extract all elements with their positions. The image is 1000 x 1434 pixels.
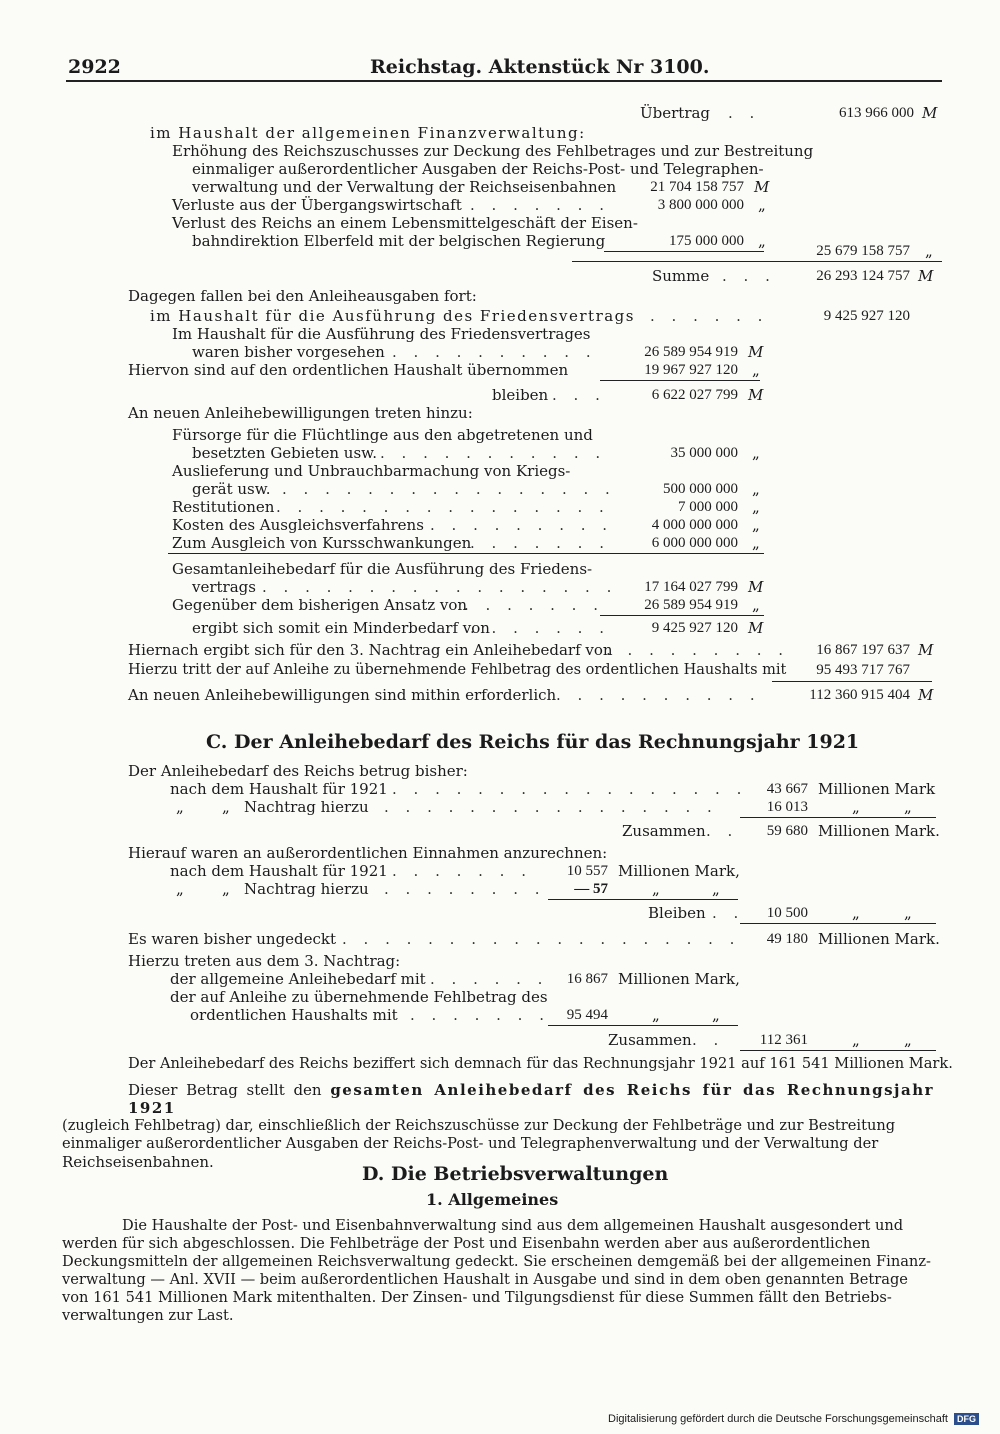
- ditto-mark: „: [904, 798, 912, 816]
- dot-leader: . . . . . . . . . . . . . . . . . . .: [342, 930, 741, 948]
- hierzu-value: 95 493 717 767: [816, 662, 910, 678]
- section-c-title: C. Der Anleihebedarf des Reichs für das Rechnungsjahr 1921: [206, 731, 860, 753]
- dot-leader: . .: [728, 104, 761, 122]
- gesamt-line-1: Gesamtanleihebedarf für die Ausführung des Friedens-: [172, 560, 593, 578]
- hh-frieden-value: 9 425 927 120: [823, 308, 910, 324]
- dot-leader: . . . . . . . . .: [606, 641, 790, 659]
- section-d-title: D. Die Betriebsverwaltungen: [362, 1163, 669, 1185]
- verluste-value: 3 800 000 000: [657, 197, 744, 213]
- im-hh-value: 26 589 954 919: [644, 344, 738, 360]
- ditto-mark: „: [752, 361, 760, 379]
- unit-mark: M: [748, 619, 764, 637]
- unit-mark: M: [918, 641, 934, 659]
- kurs-value: 6 000 000 000: [651, 535, 738, 551]
- unit-mark: M: [754, 178, 770, 196]
- gesamt-line-2: vertrags: [192, 578, 256, 596]
- dot-leader: . . . . . . . . .: [430, 516, 614, 534]
- d-line-4: verwaltung — Anl. XVII — beim außerordentlichen Haushalt in Ausgabe und sind in dem oben genannten Betrage: [62, 1271, 908, 1288]
- c-hierzu-treten: Hierzu treten aus dem 3. Nachtrag:: [128, 952, 401, 970]
- erhoehung-line-2: einmaliger außerordentlicher Ausgaben der Reichs-Post- und Telegraphen-: [192, 160, 764, 178]
- digitization-credit: [608, 1413, 979, 1425]
- c-ht-line-2: der auf Anleihe zu übernehmende Fehlbetrag des: [170, 988, 548, 1006]
- dot-leader: . .: [692, 1031, 725, 1049]
- dot-leader: . . . . . . .: [470, 619, 610, 637]
- ditto-mark: „: [712, 880, 720, 898]
- kosten-label: Kosten des Ausgleichsverfahrens: [172, 516, 424, 534]
- c-ht-line-1-value: 16 867: [566, 971, 608, 987]
- hiernach-label: Hiernach ergibt sich für den 3. Nachtrag ein Anleihebedarf von: [128, 641, 613, 659]
- dot-leader: . .: [712, 904, 745, 922]
- d-line-1: Die Haushalte der Post- und Eisenbahnverwaltung sind aus dem allgemeinen Haushalt ausgesondert und: [122, 1217, 904, 1234]
- total-rule: [572, 261, 942, 262]
- c-nachtrag-value: 16 013: [766, 799, 808, 815]
- c-hierauf-nachtrag: Nachtrag hierzu: [244, 880, 369, 898]
- c-hierauf-label: Hierauf waren an außerordentlichen Einnahmen anzurechnen:: [128, 844, 608, 862]
- dot-leader: . . . . . . .: [464, 596, 604, 614]
- hh-finanz-heading: im Haushalt der allgemeinen Finanzverwaltung:: [150, 124, 586, 142]
- ditto-mark: „: [176, 798, 184, 816]
- c-hierauf-haushalt-unit: Millionen Mark,: [618, 862, 740, 880]
- c-para-bold: gesamten Anleihebedarf des Reichs für das Rechnungsjahr 1921: [128, 1081, 934, 1117]
- c-zusammen-label: Zusammen: [622, 822, 706, 840]
- verlust-line-1: Verlust des Reichs an einem Lebensmittelgeschäft der Eisen-: [172, 214, 638, 232]
- fuersorge-line-2: besetzten Gebieten usw.: [192, 444, 377, 462]
- c-hierauf-haushalt-value: 10 557: [566, 863, 608, 879]
- d-line-3: Deckungsmitteln der allgemeinen Reichsverwaltung gedeckt. Sie erscheinen demgemäß bei der allgemeinen Finanz-: [62, 1253, 931, 1270]
- c-ht-line-1: der allgemeine Anleihebedarf mit: [170, 970, 426, 988]
- header-rule: [66, 80, 942, 82]
- gegenueber-label: Gegenüber dem bisherigen Ansatz von: [172, 596, 468, 614]
- an-neuen-label: An neuen Anleihebewilligungen sind mithin erforderlich: [128, 686, 557, 704]
- an-neuen-value: 112 360 915 404: [809, 687, 910, 703]
- c-hierauf-nachtrag-value: — 57: [574, 881, 608, 897]
- c-es-waren-unit: Millionen Mark.: [818, 930, 940, 948]
- c-para-line-3: einmaliger außerordentlicher Ausgaben der Reichs-Post- und Telegraphenverwaltung und der Verwaltung der: [62, 1135, 879, 1152]
- bleiben-value: 6 622 027 799: [651, 387, 738, 403]
- unit-mark: M: [748, 343, 764, 361]
- ditto-mark: „: [712, 1006, 720, 1024]
- ditto-mark: „: [222, 798, 230, 816]
- c-zusammen-unit: Millionen Mark.: [818, 822, 940, 840]
- restitutionen-value: 7 000 000: [678, 499, 738, 515]
- c-ht-line-3: ordentlichen Haushalts mit: [190, 1006, 398, 1024]
- fuersorge-value: 35 000 000: [670, 445, 738, 461]
- dot-leader: . . . . . . . . . . .: [380, 444, 607, 462]
- ditto-mark: „: [752, 534, 760, 552]
- c-zusammen-value: 59 680: [766, 823, 808, 839]
- dot-leader: . . . . . . . . . . . . . . . . .: [262, 578, 618, 596]
- summe-value: 26 293 124 757: [816, 268, 910, 284]
- d-line-6: verwaltungen zur Last.: [62, 1307, 234, 1324]
- c-summary-paragraph: [62, 1081, 934, 1171]
- dot-leader: . .: [706, 822, 739, 840]
- d-paragraph: [62, 1217, 934, 1325]
- c-es-waren-value: 49 180: [766, 931, 808, 947]
- c-bleiben-value: 10 500: [766, 905, 808, 921]
- hh-frieden-label: im Haushalt für die Ausführung des Friedensvertrags: [150, 307, 635, 325]
- unit-mark: M: [748, 578, 764, 596]
- total-rule: [772, 681, 932, 682]
- footer-text: Digitalisierung gefördert durch die Deutsche Forschungsgemeinschaft: [608, 1413, 948, 1425]
- dot-leader: . . . . . . . . . .: [392, 343, 597, 361]
- auslieferung-line-2: gerät usw.: [192, 480, 271, 498]
- ditto-mark: „: [758, 196, 766, 214]
- im-hh-line-2: waren bisher vorgesehen: [192, 343, 385, 361]
- ditto-mark: „: [222, 880, 230, 898]
- hiervon-label: Hiervon sind auf den ordentlichen Haushalt übernommen: [128, 361, 569, 379]
- unit-mark: M: [918, 686, 934, 704]
- erhoehung-line-3: verwaltung und der Verwaltung der Reichseisenbahnen: [192, 178, 617, 196]
- dot-leader: . . . . . . . . . . . . . . . .: [384, 798, 718, 816]
- ditto-mark: „: [752, 444, 760, 462]
- dot-leader: . . . . . .: [430, 970, 549, 988]
- ditto-mark: „: [652, 1006, 660, 1024]
- dot-leader: . . . . . . . .: [384, 880, 546, 898]
- erhoehung-value: 21 704 158 757: [650, 179, 744, 195]
- sum-rule: [740, 923, 936, 924]
- c-es-waren-label: Es waren bisher ungedeckt: [128, 930, 337, 948]
- c-ht-line-1-unit: Millionen Mark,: [618, 970, 740, 988]
- auslieferung-line-1: Auslieferung und Unbrauchbarmachung von Kriegs-: [172, 462, 571, 480]
- sum-rule: [168, 553, 764, 554]
- neue-bew-line: An neuen Anleihebewilligungen treten hinzu:: [128, 404, 473, 422]
- gesamt-value: 17 164 027 799: [644, 579, 738, 595]
- uebertrag-value: 613 966 000: [839, 105, 914, 121]
- dot-leader: . . . . . . .: [410, 1006, 550, 1024]
- ditto-mark: „: [852, 798, 860, 816]
- summe-label: Summe: [652, 267, 710, 285]
- finanz-total: 25 679 158 757: [816, 243, 910, 259]
- unit-mark: M: [748, 386, 764, 404]
- ditto-mark: „: [752, 498, 760, 516]
- c-bleiben-label: Bleiben: [648, 904, 706, 922]
- dot-leader: . . . . . .: [650, 307, 769, 325]
- c-hierauf-haushalt: nach dem Haushalt für 1921: [170, 862, 388, 880]
- ditto-mark: „: [758, 232, 766, 250]
- sum-rule: [740, 817, 936, 818]
- dot-leader: . . . . . . .: [470, 534, 610, 552]
- ditto-mark: „: [752, 516, 760, 534]
- auslieferung-value: 500 000 000: [663, 481, 738, 497]
- uebertrag-label: Übertrag: [640, 104, 711, 122]
- sum-rule: [548, 1025, 738, 1026]
- sum-rule: [740, 1050, 936, 1051]
- fuersorge-line-1: Fürsorge für die Flüchtlinge aus den abgetretenen und: [172, 426, 593, 444]
- dot-leader: . . . . . . .: [470, 196, 610, 214]
- dot-leader: . . . . . . . . . .: [556, 686, 761, 704]
- hiervon-value: 19 967 927 120: [644, 362, 738, 378]
- unit-mark: M: [918, 267, 934, 285]
- ditto-mark: „: [904, 904, 912, 922]
- unit-mark: M: [922, 104, 938, 122]
- verlust-line-2: bahndirektion Elberfeld mit der belgischen Regierung: [192, 232, 606, 250]
- dot-leader: . . . . . . .: [392, 862, 532, 880]
- dot-leader: . . .: [552, 386, 606, 404]
- dagegen-line: Dagegen fallen bei den Anleiheausgaben fort:: [128, 287, 477, 305]
- ditto-mark: „: [176, 880, 184, 898]
- dot-leader: . . . . . . . . . . . . . . . .: [282, 480, 616, 498]
- c-nachtrag-label: Nachtrag hierzu: [244, 798, 369, 816]
- c-para-line-4: Reichseisenbahnen.: [62, 1153, 214, 1171]
- c-zusammen2-value: 112 361: [759, 1032, 808, 1048]
- c-ht-line-3-value: 95 494: [566, 1007, 608, 1023]
- im-hh-line-1: Im Haushalt für die Ausführung des Friedensvertrages: [172, 325, 591, 343]
- c-haushalt-value: 43 667: [766, 781, 808, 797]
- ditto-mark: „: [925, 242, 933, 260]
- ditto-mark: „: [652, 880, 660, 898]
- d-line-5: von 161 541 Millionen Mark mitenthalten. Der Zinsen- und Tilgungsdienst für diese Summen fällt den Betriebs-: [62, 1289, 892, 1306]
- ditto-mark: „: [752, 596, 760, 614]
- section-d-subtitle: 1. Allgemeines: [426, 1190, 559, 1209]
- bleiben-label: bleiben: [492, 386, 549, 404]
- kosten-value: 4 000 000 000: [651, 517, 738, 533]
- sum-rule: [604, 251, 764, 252]
- sum-rule: [548, 899, 738, 900]
- dot-leader: . . .: [722, 267, 776, 285]
- page-number: 2922: [68, 56, 121, 78]
- ditto-mark: „: [852, 1031, 860, 1049]
- dot-leader: . . . . . . . . . . . . . . . . .: [392, 780, 748, 798]
- ergibt-label: ergibt sich somit ein Minderbedarf von: [192, 619, 490, 637]
- dfg-logo: DFG: [954, 1413, 979, 1425]
- running-title: Reichstag. Aktenstück Nr 3100.: [370, 56, 710, 78]
- ergibt-value: 9 425 927 120: [651, 620, 738, 636]
- ditto-mark: „: [752, 480, 760, 498]
- gegenueber-value: 26 589 954 919: [644, 597, 738, 613]
- hierzu-label: Hierzu tritt der auf Anleihe zu übernehmende Fehlbetrag des ordentlichen Haushalts mit: [128, 662, 787, 678]
- sum-rule: [600, 380, 760, 381]
- restitutionen-label: Restitutionen: [172, 498, 275, 516]
- erhoehung-line-1: Erhöhung des Reichszuschusses zur Deckung des Fehlbetrages und zur Bestreitung: [172, 142, 814, 160]
- c-final-line: Der Anleihebedarf des Reichs beziffert sich demnach für das Rechnungsjahr 1921 auf 161 541 Millionen Mark.: [128, 1055, 953, 1072]
- c-intro: Der Anleihebedarf des Reichs betrug bisher:: [128, 762, 468, 780]
- ditto-mark: „: [852, 904, 860, 922]
- kurs-label: Zum Ausgleich von Kursschwankungen: [172, 534, 472, 552]
- ditto-mark: „: [904, 1031, 912, 1049]
- c-haushalt-unit: Millionen Mark: [818, 780, 936, 798]
- hiernach-value: 16 867 197 637: [816, 642, 910, 658]
- c-para-start: Dieser Betrag stellt den: [128, 1081, 322, 1099]
- verlust-value: 175 000 000: [669, 233, 744, 249]
- sum-rule: [600, 615, 764, 616]
- c-zusammen2-label: Zusammen: [608, 1031, 692, 1049]
- verluste-label: Verluste aus der Übergangswirtschaft: [172, 196, 462, 214]
- dot-leader: . . . . . . . . . . . . . . . .: [276, 498, 610, 516]
- c-para-line-2: (zugleich Fehlbetrag) dar, einschließlich der Reichszuschüsse zur Deckung der Fehlbeträge und zur Bestreitung: [62, 1117, 896, 1134]
- d-line-2: werden für sich abgeschlossen. Die Fehlbeträge der Post und Eisenbahn werden aber aus außerordentlichen: [62, 1235, 871, 1252]
- c-haushalt-label: nach dem Haushalt für 1921: [170, 780, 388, 798]
